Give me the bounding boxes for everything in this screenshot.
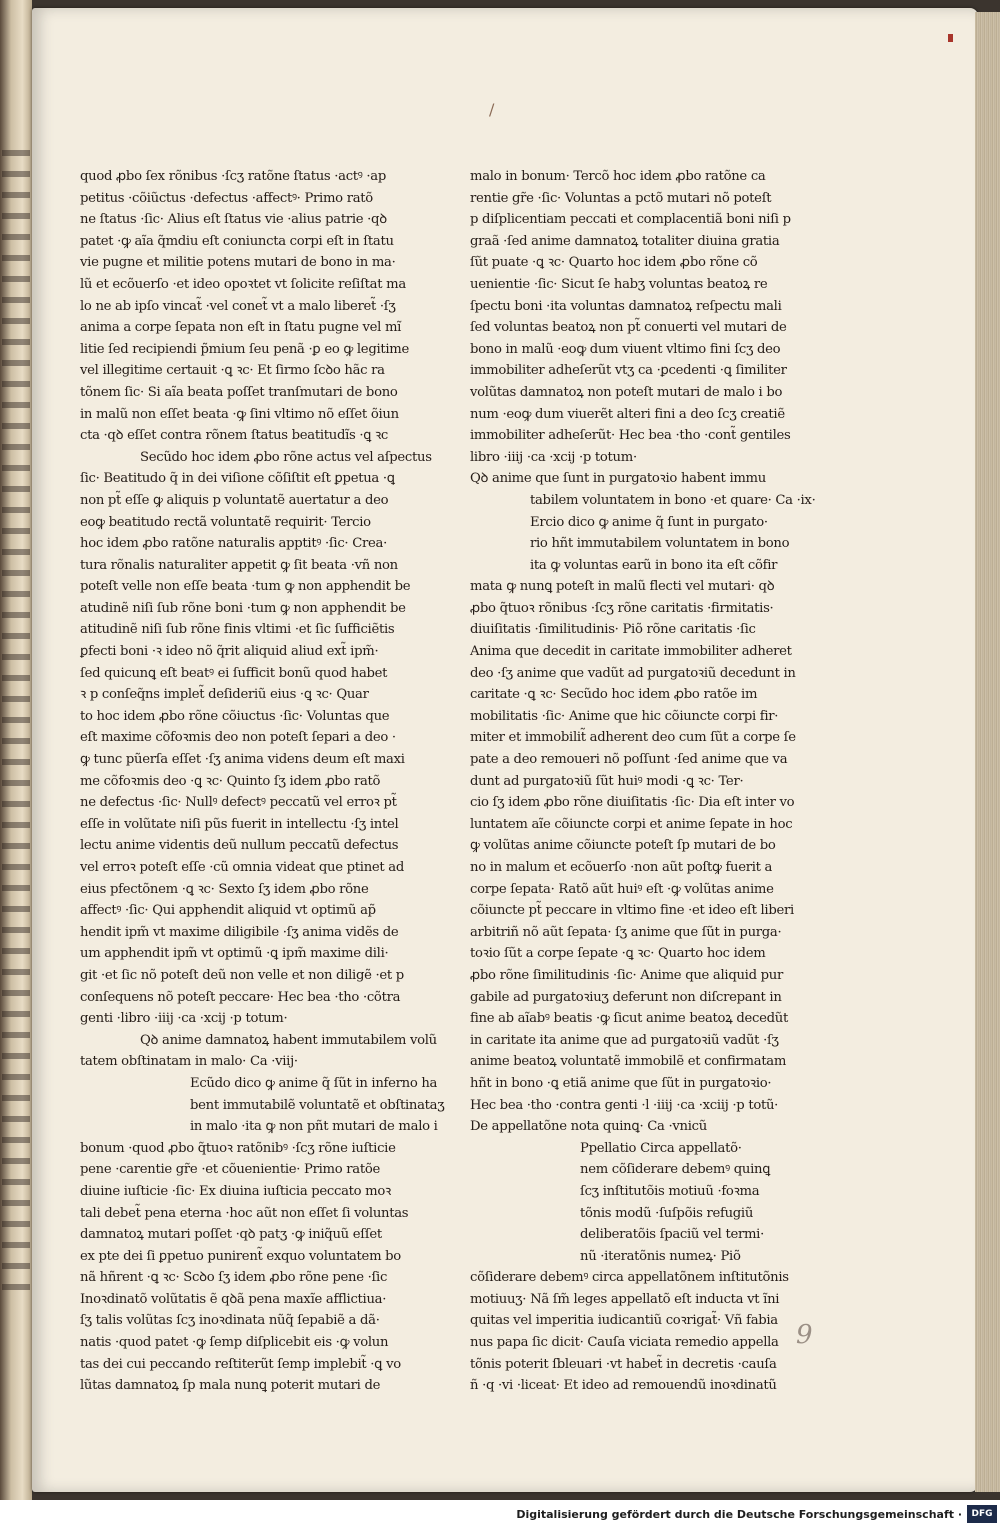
text-line: rentie gr̃e ·ſic· Voluntas a pctõ mutari nõ poteſt [470, 190, 772, 206]
text-line: nus papa ſic dicit· Cauſa viciata remedio appella [470, 1335, 779, 1351]
text-line: tatem obſtinatam in malo· Ca ·viij· [80, 1054, 298, 1070]
text-line: ſpectu boni ·ita voluntas damnatoꝝ reſpectu mali [470, 298, 782, 314]
text-line: ꝑfecti boni ·ꝛ ideo nõ q̃rit aliquid aliud ext̃ ipm̃· [80, 644, 379, 660]
text-line: cõiuncte pt̃ peccare in vltimo fine ·et ideo eſt liberi [470, 903, 794, 919]
pen-mark: / [489, 100, 495, 119]
folio-number: 9 [796, 1320, 813, 1350]
text-line: ſic· Beatitudo q̃ in dei viſione cõſiſtit eſt ꝑpetua ·ꝗ [80, 471, 395, 487]
text-line: atudinẽ niſi ſub rõne boni ·tum ꝙ non apphendit be [80, 600, 406, 616]
text-line: to hoc idem ꝓbo rõne cõiuctus ·ſic· Voluntas que [80, 708, 390, 724]
text-line: tabilem voluntatem in bono ·et quare· Ca ·ix· [530, 492, 816, 508]
text-line: uenientie ·ſic· Sicut ſe habʒ voluntas beatoꝝ re [470, 276, 768, 292]
text-line: Secũdo hoc idem ꝓbo rõne actus vel aſpectus [140, 449, 432, 465]
text-line: cõſiderare debemꝰ circa appellatõnem inſtitutõnis [470, 1270, 789, 1286]
text-line: quod ꝓbo ſex rõnibus ·ſcʒ ratõne ſtatus ·actꝰ ·ap [80, 169, 387, 184]
text-line: lo ne ab ipſo vincat̃ ·vel conet̃ vt a malo liberet̃ ·ſʒ [80, 298, 396, 314]
text-line: ne defectus ·ſic· Nullꝰ defectꝰ peccatũ vel erroꝛ pt̃ [80, 795, 397, 811]
text-line: damnatoꝝ mutari poſſet ·qꝺ patʒ ·ꝙ iniq̃uũ eſſet [80, 1227, 382, 1243]
text-line: gabile ad purgatoꝛiuʒ deferunt non diſcrepant in [470, 989, 782, 1005]
text-line: diuine iuſticie ·ſic· Ex diuina iuſticia peccato moꝛ [80, 1183, 391, 1199]
text-line: vel illegitime certauit ·ꝗ ꝛc· Et ſirmo ſcꝺo hãc ra [80, 363, 385, 379]
text-line: tura rõnalis naturaliter appetit ꝙ ſit beata ·vñ non [80, 557, 398, 573]
text-line: mata ꝙ nunꝗ poteſt in malũ flecti vel mutari· qꝺ [470, 579, 775, 595]
footer-bar [0, 1500, 1000, 1530]
text-line: litie ſed recipiendi p̃mium ſeu penã ·ꝑ eo ꝙ legitime [80, 341, 410, 357]
text-line: in caritate ita anime que ad purgatoꝛiũ vadũt ·ſʒ [470, 1032, 779, 1048]
text-line: git ·et ſic nõ poteſt deũ non velle et non diligẽ ·et p [80, 967, 404, 983]
text-line: ꝓbo q̃tuoꝛ rõnibus ·ſcʒ rõne caritatis ·firmitatis· [470, 600, 774, 616]
text-line: ſed quicunꝗ eſt beatꝰ ei ſufficit bonũ quod habet [80, 665, 388, 681]
text-line: hñt in bono ·ꝗ etiã anime que ſũt in purgatoꝛio· [470, 1075, 772, 1091]
text-line: ſʒ talis volũtas ſcʒ inoꝛdinata nũq̃ ſepabiẽ a dã· [80, 1313, 380, 1329]
text-line: in malũ non eſſet beata ·ꝙ ſini vltimo nõ eſſet õiun [80, 406, 399, 422]
text-line: bonum ·quod ꝓbo q̃tuoꝛ ratõnibꝰ ·ſcʒ rõne iuſticie [80, 1140, 396, 1156]
text-line: tõnis modũ ·ſuſpõis refugiũ [580, 1205, 754, 1221]
text-line: eoꝙ beatitudo rectã voluntatẽ requirit· Tercio [80, 514, 371, 530]
text-line: rio hñt immutabilem voluntatem in bono [530, 536, 790, 552]
text-line: eſſe in volũtate niſi pũs fuerit in intellectu ·ſʒ intel [80, 816, 399, 832]
text-line: toꝛio ſũt a corpe ſepate ·ꝗ ꝛc· Quarto hoc idem [470, 946, 766, 962]
text-line: eius pfectõnem ·ꝗ ꝛc· Sexto ſʒ idem ꝓbo rõne [80, 881, 369, 897]
text-line: ne ſtatus ·ſic· Alius eſt ſtatus vie ·alius patrie ·qꝺ [80, 212, 387, 228]
text-line: hendit ipm̃ vt maxime diligibile ·ſʒ anima vidẽs de [80, 924, 399, 940]
text-line: Hec bea ·tho ·contra genti ·l ·iiij ·ca ·xciij ·p totũ· [470, 1097, 779, 1113]
text-line: ex pte dei ſi ꝑpetuo punirent̃ exquo voluntatem bo [80, 1248, 401, 1264]
text-line: ita ꝙ voluntas earũ in bono ita eſt cõfir [530, 557, 778, 573]
text-line: atitudinẽ niſi ſub rõne finis vltimi ·et ſic ſufficiẽtis [80, 622, 395, 638]
text-line: cta ·qꝺ eſſet contra rõnem ſtatus beatitudĩs ·ꝗ ꝛc [80, 428, 389, 444]
text-line: num ·eoꝙ dum viuerẽt alteri fini a deo ſcʒ creatiẽ [470, 406, 785, 422]
text-line: Inoꝛdinatõ volũtatis ẽ qꝺã pena maxĩe afflictiua· [80, 1291, 387, 1307]
text-line: corpe ſepata· Ratõ aũt huiꝰ eſt ·ꝙ volũtas anime [470, 881, 774, 897]
text-line: volũtas damnatoꝝ non poteſt mutari de malo i bo [470, 384, 783, 400]
text-line: non pt̃ eſſe ꝙ aliquis p voluntatẽ auertatur a deo [80, 492, 389, 508]
text-line: pene ·carentie gr̃e ·et cõuenientie· Primo ratõe [80, 1162, 380, 1178]
text-line: caritate ·ꝗ ꝛc· Secũdo hoc idem ꝓbo ratõe im [470, 687, 758, 703]
funding-notice: Digitalisierung gefördert durch die Deutsche Forschungsgemeinschaft · [516, 1508, 962, 1521]
text-line: me cõfoꝛmis deo ·ꝗ ꝛc· Quinto ſʒ idem ꝓbo ratõ [80, 773, 381, 789]
text-line: anima a corpe ſepata non eſt in ſtatu pugne vel mĩ [80, 320, 402, 336]
text-line: ſed voluntas beatoꝝ non pt̃ conuerti vel mutari de [470, 320, 787, 336]
text-line: affectꝰ ·ſic· Qui apphendit aliquid vt optimũ ap̃ [80, 903, 376, 919]
text-line: Qꝺ anime que ſunt in purgatoꝛio habent immu [470, 471, 766, 487]
text-line: no in malum et ecõuerſo ·non aũt poſtꝙ fuerit a [470, 860, 773, 875]
text-line: bent immutabilẽ voluntatẽ et obſtinataʒ [190, 1097, 445, 1113]
text-line: tõnem ſic· Si aĩa beata poſſet tranſmutari de bono [80, 384, 398, 400]
text-line: lectu anime videntis deũ nullum peccatũ defectus [80, 838, 399, 854]
text-line: p diſplicentiam peccati et complacentiã boni niſi p [470, 212, 791, 228]
text-line: fine ab aĩabꝰ beatis ·ꝙ ſicut anime beatoꝝ decedũt [470, 1011, 788, 1027]
text-line: vel erroꝛ poteſt eſſe ·cũ omnia videat que ptinet ad [80, 860, 405, 875]
text-line: tali debet̃ pena eterna ·hoc aũt non eſſet ſi voluntas [80, 1205, 409, 1221]
text-line: graã ·ſed anime damnatoꝝ totaliter diuina gratia [470, 233, 780, 249]
text-line: deliberatõis ſpaciũ vel termi· [580, 1227, 764, 1243]
text-line: um apphendit ipm̃ vt optimũ ·ꝗ ipm̃ maxime dili· [80, 946, 389, 962]
text-line: Qꝺ anime damnatoꝝ habent immutabilem volũ [140, 1032, 437, 1048]
text-line: diuiſitatis ·ſimilitudinis· Piõ rõne caritatis ·ſic [470, 622, 756, 638]
text-line: conſequens nõ poteſt peccare· Hec bea ·tho ·cõtra [80, 989, 401, 1005]
text-line: immobiliter adheſerũt· Hec bea ·tho ·cont̃ gentiles [470, 428, 791, 444]
text-line: cio ſʒ idem ꝓbo rõne diuiſitatis ·ſic· Dia eſt inter vo [470, 795, 795, 811]
text-column-left [80, 166, 445, 1397]
text-line: in malo ·ita ꝙ non pñt mutari de malo i [190, 1119, 438, 1135]
text-line: motiuuʒ· Nã ſm̃ leges appellatõ eſt inducta vt ĩni [470, 1291, 780, 1307]
text-line: hoc idem ꝓbo ratõne naturalis apptitꝰ ·ſic· Crea· [80, 536, 387, 552]
text-line: Ecũdo dico ꝙ anime q̃ ſũt in inferno ha [190, 1075, 438, 1091]
facing-page-text [2, 150, 30, 1300]
text-line: eſt maxime cõfoꝛmis deo non poteſt ſepari a deo · [80, 730, 396, 746]
text-line: immobiliter adheſerũt vtʒ ca ·ꝑcedenti ·ꝗ ſimiliter [470, 363, 787, 379]
text-line: lũ et ecõuerſo ·et ideo opoꝛtet vt ſolicite reſiſtat ma [80, 276, 406, 292]
text-line: mobilitatis ·ſic· Anime que hic cõiuncte corpi fir· [470, 708, 779, 724]
text-line: genti ·libro ·iiij ·ca ·xcij ·p totum· [80, 1011, 288, 1027]
text-line: luntatem aĩe cõiuncte corpi et anime ſepate in hoc [470, 816, 793, 832]
text-line: deo ·ſʒ anime que vadũt ad purgatoꝛiũ decedunt in [470, 665, 796, 681]
rubric-mark [948, 34, 953, 42]
text-line: ſcʒ inſtitutõis motiuũ ·foꝛma [580, 1183, 760, 1199]
text-line: natis ·quod patet ·ꝙ ſemp diſplicebit eis ·ꝙ volun [80, 1335, 389, 1351]
text-line: petitus ·cõiũctus ·defectus ·affectꝰ· Primo ratõ [80, 190, 373, 206]
text-line: tas dei cui peccando reſtiterũt ſemp implebit̃ ·ꝗ vo [80, 1356, 401, 1372]
page-stack-edge [975, 12, 1000, 1492]
text-line: Anima que decedit in caritate immobiliter adheret [470, 644, 792, 660]
text-line: arbitriñ nõ aũt ſepata· ſʒ anime que ſũt in purga· [470, 924, 782, 940]
text-line: Ercio dico ꝙ anime q̃ ſunt in purgato· [530, 514, 768, 530]
text-line: Ppellatio Circa appellatõ· [580, 1140, 742, 1156]
text-column-right [470, 166, 816, 1397]
text-line: ꝛ p conſeq̃ns implet̃ deſideriũ eius ·ꝗ ꝛc· Quar [80, 687, 369, 703]
text-line: anime beatoꝝ voluntatẽ immobilẽ et confirmatam [470, 1054, 787, 1070]
text-line: tõnis poterit ſbleuari ·vt habet̃ in decretis ·cauſa [470, 1356, 777, 1372]
text-line: nem cõſiderare debemꝰ quinꝗ [580, 1162, 771, 1178]
text-line: lũtas damnatoꝝ ſp mala nunꝗ poterit mutari de [80, 1378, 381, 1394]
text-line: dunt ad purgatoꝛiũ ſũt huiꝰ modi ·ꝗ ꝛc· Ter· [470, 773, 744, 789]
text-line: libro ·iiij ·ca ·xcij ·p totum· [470, 449, 637, 465]
text-line: ñ ·q ·vi ·liceat· Et ideo ad remouendũ inoꝛdinatũ [470, 1378, 777, 1394]
text-line: ꝙ tunc pũerſa eſſet ·ſʒ anima videns deum eſt maxi [80, 752, 405, 768]
text-line: bono in malũ ·eoꝙ dum viuent vltimo fini ſcʒ deo [470, 341, 781, 357]
text-line: vie pugne et militie potens mutari de bono in ma· [80, 255, 396, 271]
text-line: patet ·ꝙ aĩa q̃mdiu eſt coniuncta corpi eſt in ſtatu [80, 233, 394, 249]
text-line: ſũt puate ·ꝗ ꝛc· Quarto hoc idem ꝓbo rõne cõ [470, 255, 758, 271]
text-line: poteſt velle non eſſe beata ·tum ꝙ non apphendit be [80, 579, 411, 595]
text-line: nã hñrent ·ꝗ ꝛc· Scꝺo ſʒ idem ꝓbo rõne pene ·ſic [80, 1270, 388, 1286]
text-line: malo in bonum· Tercõ hoc idem ꝓbo ratõne ca [470, 169, 766, 184]
dfg-logo: DFG [967, 1505, 997, 1523]
text-line: miter et immobilit̃ adherent deo cum ſũt a corpe ſe [470, 730, 796, 746]
text-line: quitas vel imperitia iudicantiũ coꝛrigat̃· Vñ fabia [470, 1313, 778, 1329]
text-line: nũ ·iteratõnis numeꝝ· Piõ [580, 1248, 741, 1264]
text-line: De appellatõne nota quinꝗ· Ca ·vnicũ [470, 1119, 707, 1135]
text-line: pate a deo remoueri nõ poſſunt ·ſed anime que va [470, 752, 788, 768]
text-line: ꝙ volũtas anime cõiuncte poteſt ſp mutari de bo [470, 838, 776, 854]
facing-page-edge [0, 0, 32, 1500]
text-line: ꝓbo rõne ſimilitudinis ·ſic· Anime que aliquid pur [470, 967, 783, 983]
